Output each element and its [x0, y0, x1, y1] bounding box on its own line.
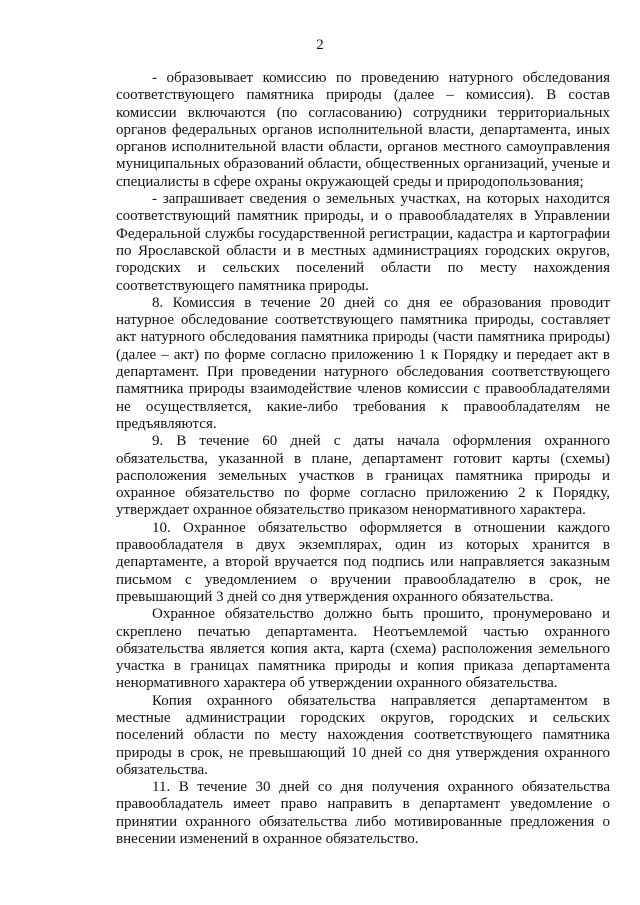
paragraph-copy-distribution: Копия охранного обязательства направляется департаментом в местные администрации городских округов, городских и сельских поселений области по месту нахождения соответствующего памятника природы в срок, не превышающий 10 дней со дня утверждения охранного обязательства. [116, 692, 610, 778]
page-number: 2 [316, 37, 324, 53]
paragraph-item-11: 11. В течение 30 дней со дня получения охранного обязательства правообладатель имеет право направить в департамент уведомление о принятии охранного обязательства либо мотивированные предложения о внесении изменений в охранное обязательство. [116, 779, 610, 848]
paragraph-land-info-request: - запрашивает сведения о земельных участках, на которых находится соответствующий памятник природы, и о правообладателях в Управлении Федеральной службы государственной регистрации, кадастра и картографии по Ярославской области и в местных администрациях городских округов, городских и сельских поселений области по месту нахождения соответствующего памятника природы. [116, 191, 610, 294]
paragraph-item-9: 9. В течение 60 дней с даты начала оформления охранного обязательства, указанной в плане, департамент готовит карты (схемы) расположения земельных участков в границах памятника природы и охранное обязательство по форме согласно приложению 2 к Порядку, утверждает охранное обязательство приказом ненормативного характера. [116, 433, 610, 519]
paragraph-binding-requirements: Охранное обязательство должно быть прошито, пронумеровано и скреплено печатью департамента. Неотъемлемой частью охранного обязательства является копия акта, карта (схема) расположения земельного участка в границах памятника природы и копия приказа департамента ненормативного характера об утверждении охранного обязательства. [116, 606, 610, 692]
document-body [116, 70, 610, 848]
paragraph-item-8: 8. Комиссия в течение 20 дней со дня ее образования проводит натурное обследование соответствующего памятника природы, составляет акт натурного обследования памятника природы (части памятника природы) (далее – акт) по форме согласно приложению 1 к Порядку и передает акт в департамент. При проведении натурного обследования соответствующего памятника природы взаимодействие членов комиссии с правообладателями не осуществляется, какие-либо требования к правообладателям не предъявляются. [116, 294, 610, 432]
paragraph-commission-formation: - образовывает комиссию по проведению натурного обследования соответствующего памятника природы (далее – комиссия). В состав комиссии включаются (по согласованию) сотрудники территориальных органов федеральных органов исполнительной власти, департамента, иных органов исполнительной власти области, органов местного самоуправления муниципальных образований области, общественных организаций, ученые и специалисты в сфере охраны окружающей среды и природопользования; [116, 70, 610, 190]
paragraph-item-10: 10. Охранное обязательство оформляется в отношении каждого правообладателя в двух экземплярах, один из которых хранится в департаменте, а второй вручается под подпись или направляется заказным письмом с уведомлением о вручении правообладателю в срок, не превышающий 3 дней со дня утверждения охранного обязательства. [116, 519, 610, 605]
